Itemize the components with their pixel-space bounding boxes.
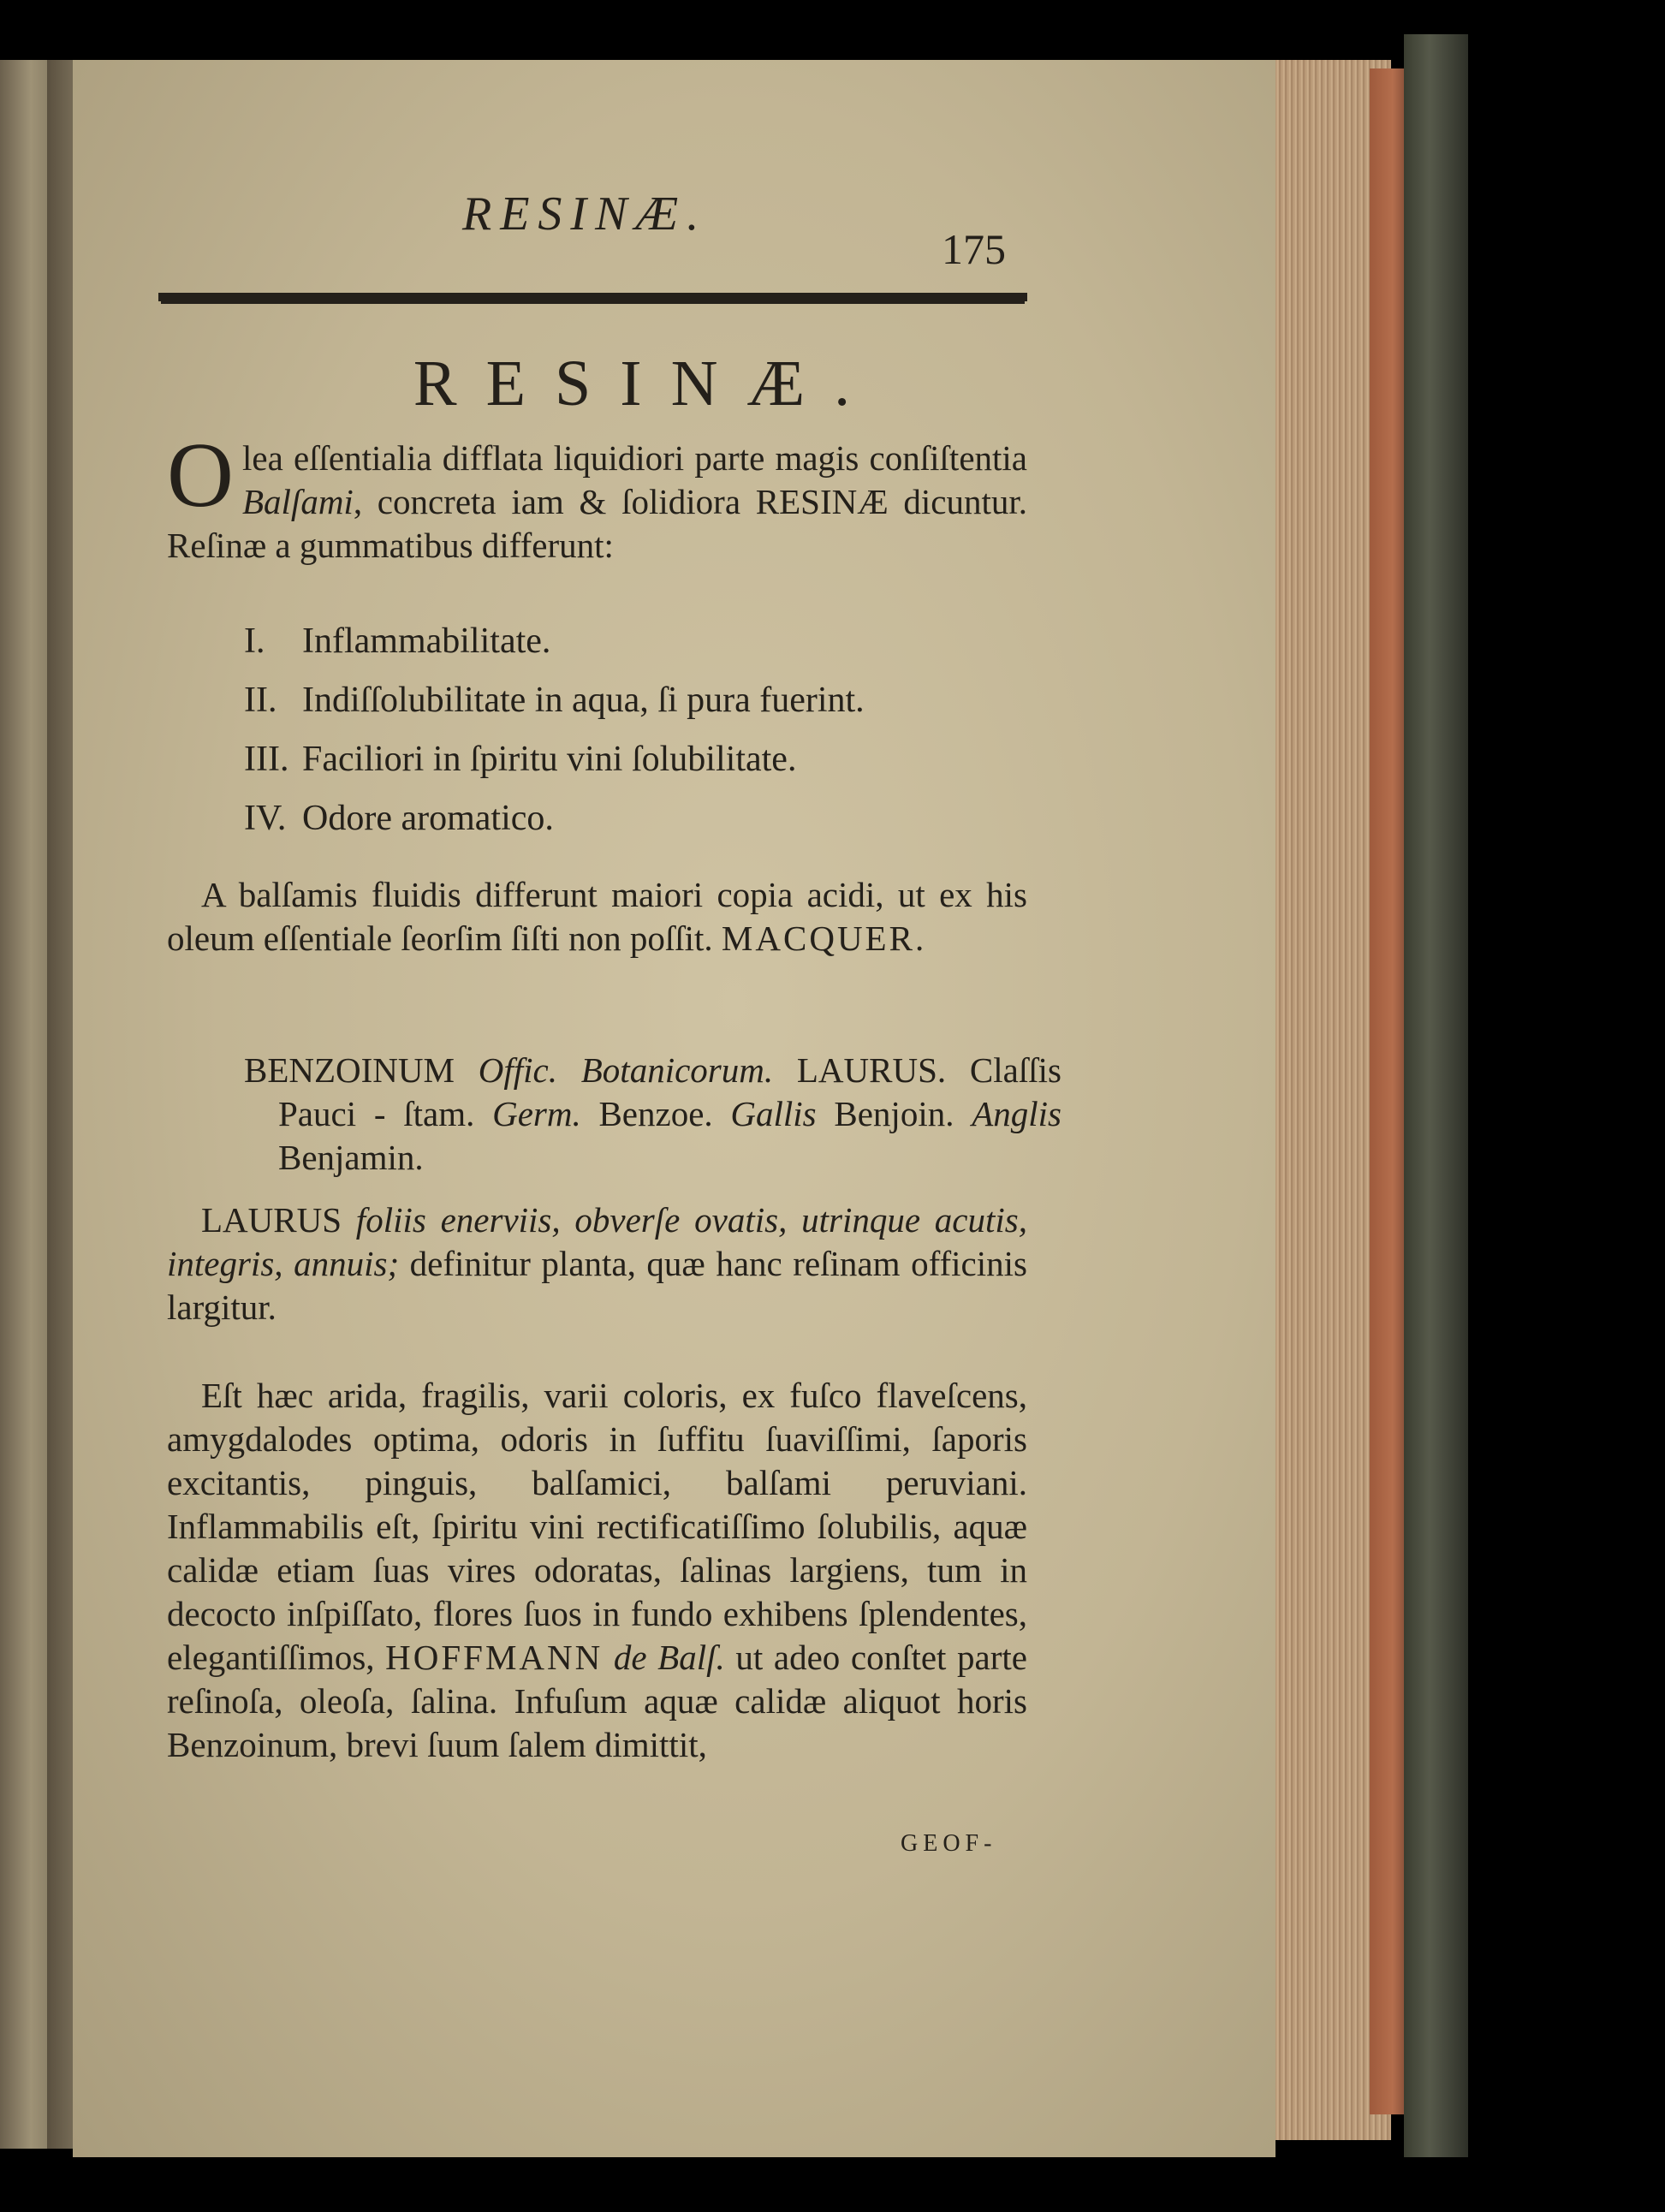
catchword: GEOF- — [901, 1830, 997, 1857]
germ-name: Benzoe. — [580, 1094, 731, 1133]
list-item — [244, 671, 1014, 730]
drop-cap: O — [167, 425, 234, 526]
list-item — [244, 789, 1014, 848]
germ-label: Germ. — [492, 1094, 581, 1133]
balsam-text: A balſamis fluidis differunt maiori copia acidi, ut ex his oleum eſſentiale ſeorſim ſiſti non poſſit. — [167, 875, 1027, 958]
list-item-text: Faciliori in ſpiritu vini ſolubilitate. — [302, 740, 797, 779]
intro-paragraph — [167, 425, 1028, 568]
description-text-b: ut adeo conſtet parte reſinoſa, oleoſa, ſalina. Infuſum aquæ calidæ aliquot horis Benzoinum, brevi ſuum ſalem dimittit, — [167, 1638, 1027, 1764]
list-item-number: I. — [244, 621, 265, 661]
header-rule — [158, 293, 1027, 301]
intro-text-c: dicuntur. Reſinæ a gummatibus differunt: — [167, 482, 1028, 565]
intro-text-b: , concreta iam & ſolidiora — [353, 482, 756, 521]
list-item-text: Odore aromatico. — [302, 799, 554, 838]
list-item-number: II. — [244, 681, 277, 720]
anglis-label: Anglis — [972, 1094, 1061, 1133]
author-hoffmann: HOFFMANN — [385, 1638, 604, 1677]
description-text-a: Eſt hæc arida, fragilis, varii coloris, ex fuſco flaveſcens, amygdalodes optima, odoris in ſuffitu ſuaviſſimi, ſaporis excitantis, pinguis, balſamici, balſami peruviani. Inflammabilis eſt, ſpiritu vini rectificatiſſimo ſolubilis, aquæ calidæ etiam ſuas vires odoratas, ſalinas largiens, tum in decocto inſpiſſato, flores ſuos in fundo exhibens ſplendentes, elegantiſſimos, — [167, 1376, 1027, 1677]
intro-resinae: RESINÆ — [755, 482, 889, 521]
laurus-genus: LAURUS — [201, 1200, 342, 1240]
description-paragraph — [167, 1374, 1027, 1767]
gallis-name: Benjoin. — [816, 1094, 972, 1133]
section-title: RESINÆ. — [413, 348, 880, 419]
author-macquer: MACQUER. — [721, 919, 927, 958]
list-item-text: Indiſſolubilitate in aqua, ſi pura fuerint. — [302, 681, 865, 720]
balsam-paragraph — [167, 873, 1027, 960]
list-item-number: IV. — [244, 799, 287, 838]
laurus-description: foliis enerviis, obverſe ovatis, utrinque acutis, integris, annuis; — [167, 1200, 1027, 1283]
properties-list — [244, 612, 1014, 848]
running-head: RESINÆ. — [462, 187, 708, 241]
list-item — [244, 612, 1014, 671]
page-number: 175 — [942, 225, 1006, 273]
intro-text-a: lea eſſentialia difflata liquidiori parte magis conſiſtentia — [242, 438, 1027, 478]
laurus-definition — [167, 1198, 1027, 1329]
benzoinum-entry — [244, 1049, 1061, 1180]
list-item-text: Inflammabilitate. — [302, 621, 551, 661]
benzoinum-name: BENZOINUM — [244, 1050, 455, 1090]
benzoinum-laurus: LAURUS. — [773, 1050, 947, 1090]
hoffmann-reference: de Balſ. — [603, 1638, 725, 1677]
benzoinum-offic: Offic. Botanicorum. — [478, 1050, 774, 1090]
list-item-number: III. — [244, 740, 289, 779]
anglis-name: Benjamin. — [278, 1138, 424, 1177]
gallis-label: Gallis — [730, 1094, 817, 1133]
intro-balsami: Balſami — [242, 482, 354, 521]
list-item — [244, 730, 1014, 789]
benzoinum-classis: Claſſis Pauci - ſtam. — [278, 1050, 1061, 1133]
laurus-text: definitur planta, quæ hanc reſinam officinis largitur. — [167, 1244, 1027, 1327]
